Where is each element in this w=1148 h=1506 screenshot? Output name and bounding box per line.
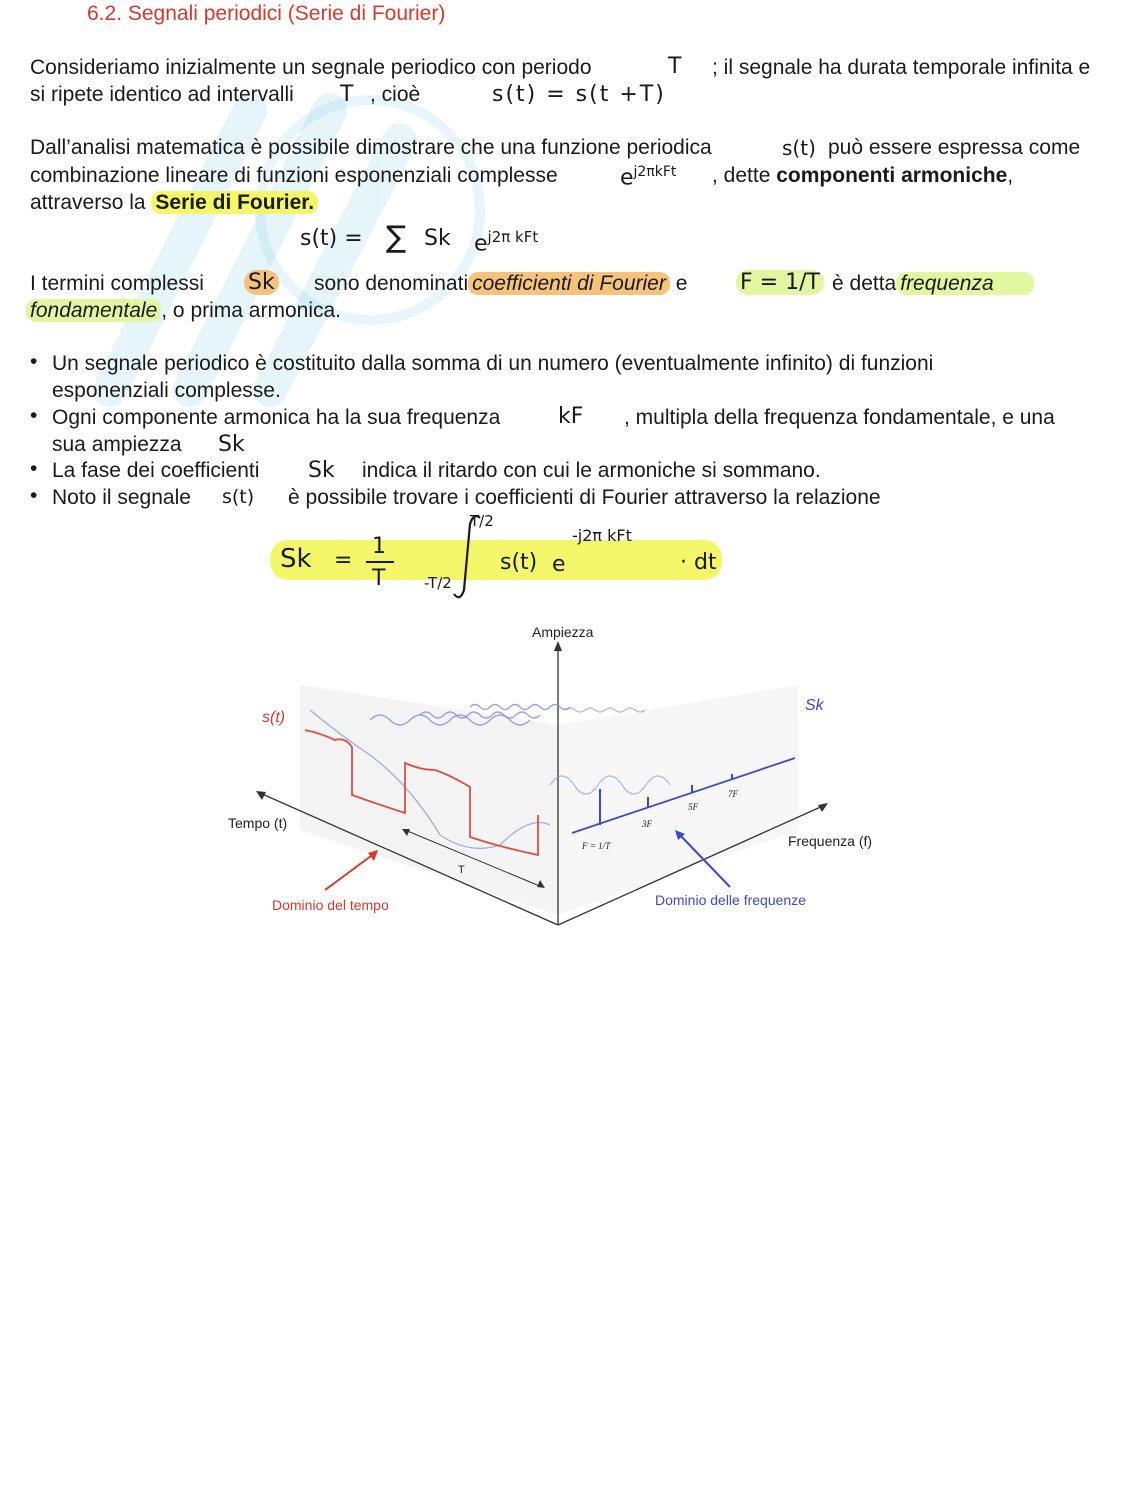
p2-formula-sup: j2π kFt — [487, 228, 539, 246]
p1-symbol-T2: T — [340, 82, 354, 107]
integral-dt: · dt — [680, 550, 717, 575]
p2-text-serie: Serie di Fourier. — [151, 191, 318, 214]
bullet-glyph-1: • — [30, 350, 38, 373]
p3-text-frequenza: frequenza — [896, 272, 1033, 295]
f3-label: 3F — [642, 819, 652, 829]
bullet3-text-a: La fase dei coefficienti — [52, 459, 260, 482]
p2-formula-sk: Sk — [424, 226, 451, 251]
p3-text-b: sono denominati — [314, 272, 469, 295]
p1-text-a: Consideriamo inizialmente un segnale periodico con periodo — [30, 56, 592, 79]
p2-text-f: , — [1007, 164, 1014, 187]
wave-7 — [470, 705, 570, 710]
p3-text-d: e — [675, 272, 688, 295]
bullet2-text-c: sua ampiezza — [52, 433, 182, 456]
p1-symbol-T: T — [668, 54, 682, 79]
time-domain-arrow — [325, 853, 375, 890]
p2-symbol-exp — [620, 164, 676, 190]
p3-line1-end — [832, 270, 1034, 297]
time-label: Tempo (t) — [228, 815, 288, 831]
integral-e: e — [552, 552, 566, 577]
bullet2-symbol-kF: kF — [558, 404, 584, 429]
bullet2-symbol-sk: Sk — [218, 432, 245, 457]
p1-text-c: si ripete identico ad intervalli — [30, 83, 294, 106]
freq-arrow-icon — [818, 803, 828, 812]
bullet3-symbol-sk: Sk — [308, 458, 335, 483]
p2-text-d: , dette — [712, 164, 771, 187]
p1-line1 — [30, 54, 592, 81]
wave-front — [565, 708, 645, 712]
freq-plane — [558, 685, 798, 915]
bullet-glyph-4: • — [30, 484, 38, 507]
integral-lhs: Sk — [280, 544, 312, 574]
integral-den: T — [372, 566, 386, 591]
bullet-glyph-3: • — [30, 457, 38, 480]
p2-line3 — [30, 189, 318, 216]
p1-text-b: ; il segnale ha durata temporale infinita e — [712, 56, 1091, 79]
p3-text-h: , o prima armonica. — [161, 299, 341, 322]
p3-symbol-F: F = 1/T — [736, 270, 824, 295]
amp-label: Ampiezza — [532, 624, 594, 640]
bullet1-line1: Un segnale periodico è costituito dalla somma di un numero (eventualmente infinito) di funzioni — [52, 352, 934, 375]
integral-sup: -j2π kFt — [572, 526, 632, 545]
period-label: T — [458, 864, 465, 876]
p1-formula: s(t) = s(t +T) — [492, 82, 666, 107]
p3-text-a: I termini complessi — [30, 272, 204, 295]
f-label: F = 1/T — [582, 841, 611, 851]
p2-symbol-st: s(t) — [782, 136, 816, 160]
bullet4-symbol-st: s(t) — [222, 486, 255, 508]
p2-formula-lhs: s(t) = — [300, 226, 363, 251]
p2-formula-e: e — [474, 231, 488, 257]
bullet4-text-a: Noto il segnale — [52, 486, 191, 509]
p3-text-coeff: coefficienti di Fourier — [468, 272, 670, 295]
f7-label: 7F — [728, 789, 738, 799]
freq-domain-label: Dominio delle frequenze — [655, 892, 806, 908]
integral-st: s(t) — [500, 550, 538, 575]
p2-formula-exp — [474, 228, 538, 256]
p3-text-fondamentale: fondamentale — [26, 299, 161, 322]
time-domain-label: Dominio del tempo — [272, 897, 389, 913]
integral-eq: = — [334, 548, 353, 573]
freq-label: Frequenza (f) — [788, 833, 873, 849]
p2-text-c: combinazione lineare di funzioni esponenziali complesse — [30, 164, 558, 187]
bullet3-text-b: indica il ritardo con cui le armoniche si sommano. — [362, 459, 821, 482]
p3-symbol-sk: Sk — [244, 270, 279, 295]
bullet1-line2: esponenziali complesse. — [52, 379, 281, 402]
bullet4-text-b: è possibile trovare i coefficienti di Fourier attraverso la relazione — [288, 486, 881, 509]
fourier-figure — [220, 615, 900, 935]
integral-num: 1 — [372, 534, 386, 559]
integral-lower: -T/2 — [424, 574, 452, 592]
p2-line2-end — [712, 162, 1013, 189]
integral-sign-icon — [448, 512, 488, 602]
p1-text-d: , cioè — [370, 83, 421, 106]
amp-arrow-icon — [554, 641, 562, 651]
st-label: s(t) — [262, 709, 286, 726]
bullet2-text-b: , multipla della frequenza fondamentale, e una — [624, 406, 1055, 429]
p2-text-a: Dall’analisi matematica è possibile dimostrare che una funzione periodica — [30, 136, 712, 159]
p2-exp-base: e — [620, 165, 634, 191]
sk-label: Sk — [805, 697, 824, 714]
bullet2-text-a: Ogni componente armonica ha la sua frequenza — [52, 406, 501, 429]
p2-text-g: attraverso la — [30, 191, 146, 214]
fraction-bar — [366, 561, 394, 563]
p2-exp-sup: j2πkFt — [633, 164, 677, 180]
p3-line2 — [26, 297, 341, 324]
p3-line1 — [314, 270, 687, 297]
p3-text-e: è detta — [832, 272, 897, 295]
integral-upper: T/2 — [470, 512, 494, 530]
p2-text-bold: componenti armoniche — [776, 164, 1008, 187]
section-title: 6.2. Segnali periodici (Serie di Fourier) — [87, 2, 446, 25]
p2-text-b: può essere espressa come — [828, 136, 1081, 159]
p2-formula-sum: ∑ — [386, 220, 407, 255]
bullet-glyph-2: • — [30, 404, 38, 427]
f5-label: 5F — [688, 802, 698, 812]
